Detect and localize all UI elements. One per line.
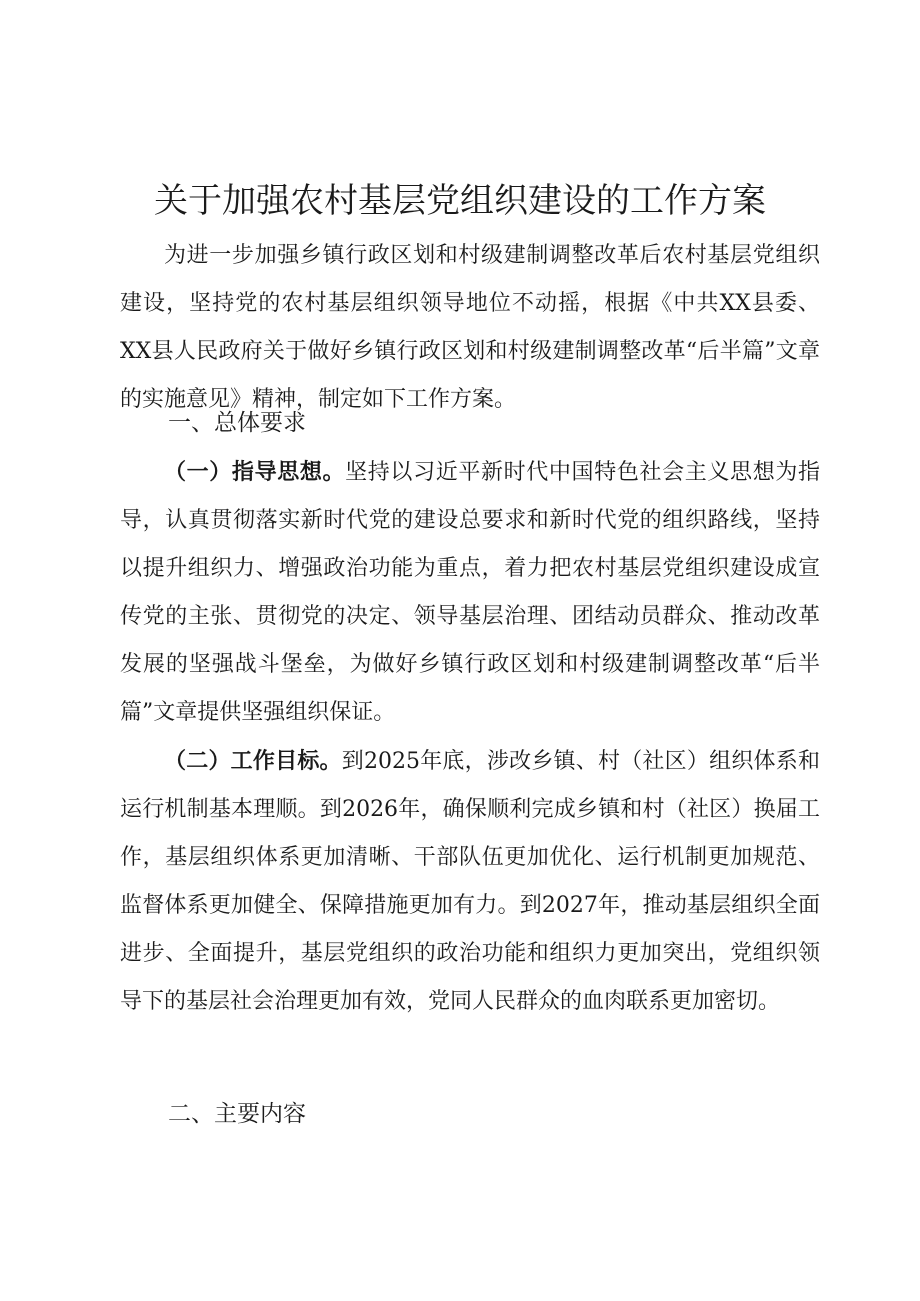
work-goals-lead: （二）工作目标。 (164, 749, 342, 774)
intro-paragraph: 为进一步加强乡镇行政区划和村级建制调整改革后农村基层党组织建设，坚持党的农村基层组织领导地位不动摇，根据《中共XX县委、XX县人民政府关于做好乡镇行政区划和村级建制调整改革“后半篇”文章的实施意见》精神，制定如下工作方案。 (120, 243, 820, 412)
section-heading-main-content: 二、主要内容 (168, 1101, 306, 1127)
work-goals-paragraph (120, 738, 820, 1026)
section-heading-general-requirements: 一、总体要求 (168, 410, 306, 436)
document-title: 关于加强农村基层党组织建设的工作方案 (154, 181, 766, 221)
guiding-thought-paragraph (120, 449, 820, 737)
work-goals-text: 到2025年底，涉改乡镇、村（社区）组织体系和运行机制基本理顺。到2026年，确保顺利完成乡镇和村（社区）换届工作，基层组织体系更加清晰、干部队伍更加优化、运行机制更加规范、监督体系更加健全、保障措施更加有力。到2027年，推动基层组织全面进步、全面提升，基层党组织的政治功能和组织力更加突出，党组织领导下的基层社会治理更加有效，党同人民群众的血肉联系更加密切。 (120, 749, 820, 1014)
guiding-thought-lead: （一）指导思想。 (164, 460, 346, 485)
guiding-thought-text: 坚持以习近平新时代中国特色社会主义思想为指导，认真贯彻落实新时代党的建设总要求和新时代党的组织路线，坚持以提升组织力、增强政治功能为重点，着力把农村基层党组织建设成宣传党的主张、贯彻党的决定、领导基层治理、团结动员群众、推动改革发展的坚强战斗堡垒，为做好乡镇行政区划和村级建制调整改革“后半篇”文章提供坚强组织保证。 (120, 460, 820, 725)
